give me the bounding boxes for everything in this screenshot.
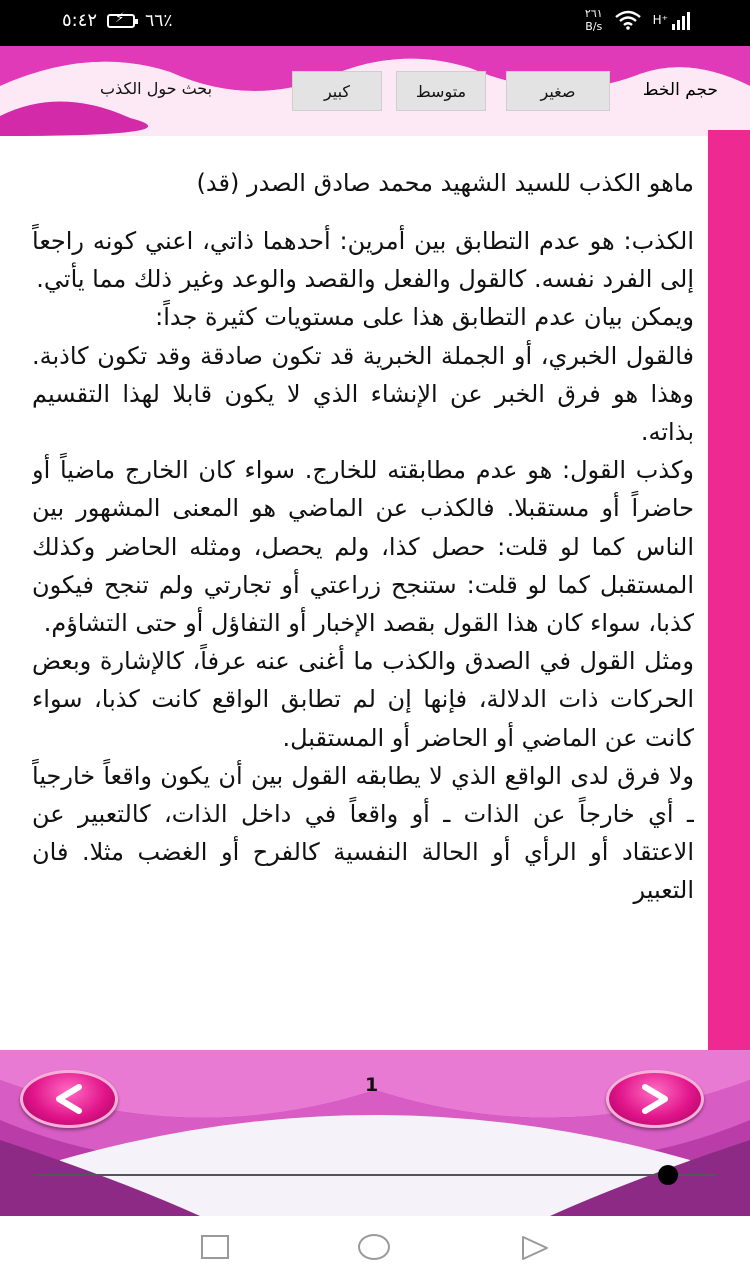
font-large-button[interactable]: كبير bbox=[292, 71, 382, 111]
article-paragraph: وكذب القول: هو عدم مطابقته للخارج. سواء كان الخارج ماضياً أو حاضراً أو مستقبلا. فالكذب عن الماضي هو المعنى المشهور بين الناس كما لو قلت: حصل كذا، ولم يحصل، ومثله الحاضر وكذلك المستقبل كما لو قلت: ستنجح زراعتي أو تجارتي ولم تنجح فيكون كذبا، سواء كان هذا القول بقصد الإخبار أو التفاؤل أو حتى التشاؤم. bbox=[32, 456, 694, 638]
network-type: H⁺ bbox=[652, 13, 668, 27]
article-paragraph: ومثل القول في الصدق والكذب ما أغنى عنه عرفاً، كالإشارة وبعض الحركات ذات الدلالة، فإنها إن لم تطابق الواقع كانت كذبا، سواء كانت عن الماضي أو الحاضر أو المستقبل. bbox=[32, 647, 694, 752]
battery-percent: ٦٦٪ bbox=[145, 10, 173, 31]
toolbar bbox=[0, 66, 750, 116]
font-small-button[interactable]: صغير bbox=[506, 71, 610, 111]
app-area bbox=[0, 46, 750, 1216]
font-medium-button[interactable]: متوسط bbox=[396, 71, 486, 111]
net-speed-value: ٢٦١ bbox=[584, 7, 603, 20]
font-size-label: حجم الخط bbox=[642, 80, 718, 100]
home-circle-icon[interactable] bbox=[358, 1234, 390, 1260]
article-paragraph: فالقول الخبري، أو الجملة الخبرية قد تكون صادقة وقد تكون كاذبة. وهذا هو فرق الخبر عن الإنشاء الذي لا يكون قابلا لهذا التقسيم بذاته. bbox=[32, 341, 694, 447]
net-speed bbox=[585, 7, 603, 33]
article-title: ماهو الكذب للسيد الشهيد محمد صادق الصدر (قد) bbox=[196, 169, 694, 197]
footer bbox=[0, 1050, 750, 1216]
article-paragraph: ولا فرق لدى الواقع الذي لا يطابقه القول بين أن يكون واقعاً خارجياً ـ أي خارجاً عن الذات ـ أو واقعاً في داخل الذات، كالتعبير عن الاعتقاد أو الرأي أو الحالة النفسية كالفرح أو الغضب مثلا. فان التعبير bbox=[32, 761, 694, 905]
article-paragraph: الكذب: هو عدم التطابق بين أمرين: أحدهما ذاتي، اعني كونه راجعاً إلى الفرد نفسه. كالقول والفعل والقصد والوعد وغير ذلك مما يأتي. bbox=[32, 227, 694, 294]
article-paragraph: ويمكن بيان عدم التطابق هذا على مستويات كثيرة جداً: bbox=[155, 303, 694, 332]
page-number: 1 bbox=[365, 1074, 379, 1096]
status-right bbox=[585, 7, 690, 33]
article-content[interactable] bbox=[32, 164, 694, 1050]
status-left bbox=[62, 10, 172, 31]
battery-icon: ⚡ bbox=[107, 14, 135, 28]
back-triangle-icon[interactable] bbox=[520, 1234, 550, 1262]
recent-apps-square-icon[interactable] bbox=[201, 1235, 229, 1259]
page-slider-track[interactable] bbox=[34, 1174, 716, 1176]
chevron-left-icon bbox=[49, 1083, 89, 1115]
previous-page-button[interactable] bbox=[20, 1070, 118, 1128]
section-title: بحث حول الكذب bbox=[100, 79, 213, 98]
side-accent-stripe bbox=[708, 130, 750, 1050]
signal-icon bbox=[672, 10, 690, 30]
status-bar bbox=[0, 0, 750, 46]
next-page-button[interactable] bbox=[606, 1070, 704, 1128]
clock: ٥:٤٢ bbox=[62, 10, 98, 31]
system-navigation-bar bbox=[0, 1216, 750, 1280]
wifi-icon bbox=[615, 10, 641, 30]
net-speed-unit: B/s bbox=[585, 20, 603, 33]
chevron-right-icon bbox=[635, 1083, 675, 1115]
